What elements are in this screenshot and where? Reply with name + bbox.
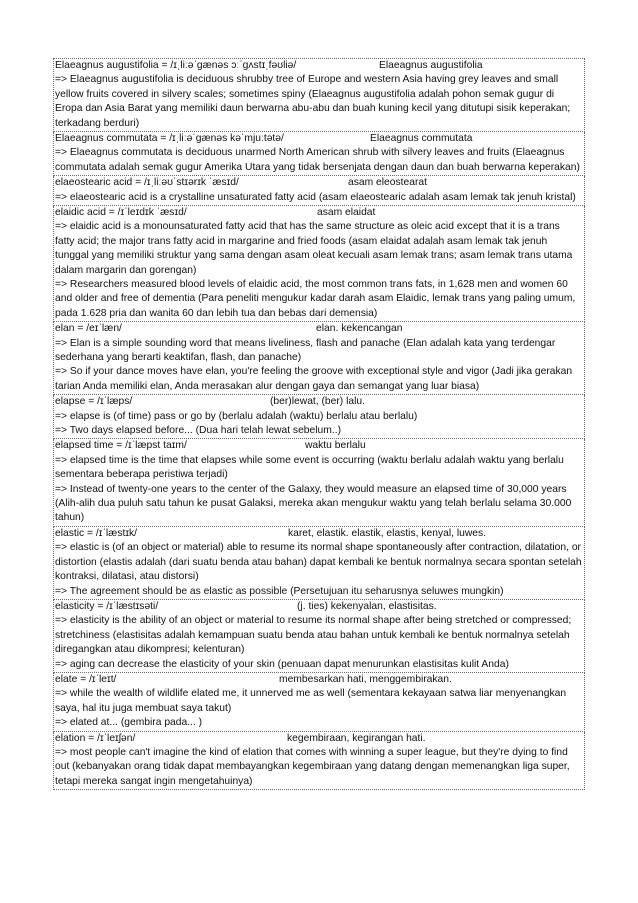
definition-text: => while the wealth of wildlife elated me, it unnerved me as well (sementara kekayaan satwa liar menyenangkan saya, hal itu juga membuat saya takut): [55, 688, 569, 714]
entry-header: [55, 132, 582, 146]
dictionary-entry: [53, 732, 585, 791]
definition-text: => elaeostearic acid is a crystalline unsaturated fatty acid (asam elaeostearic adalah asam lemak tak jenuh kristal): [55, 191, 576, 203]
headword-translation: elan. kekencangan: [316, 323, 403, 335]
headword-pronunciation: elastic = /ɪˈlæstɪk/: [55, 527, 138, 539]
headword-translation: waktu berlalu: [305, 440, 366, 452]
headword-translation: karet, elastik. elastik, elastis, kenyal, luwes.: [288, 527, 487, 539]
definition-text: => Elaeagnus commutata is deciduous unarmed North American shrub with silvery leaves and fruits (Elaeagnus commutata adalah semak gugur Amerika Utara yang tidak bersenjata dengan daun dan buah berwarna keperakan): [55, 147, 580, 173]
example-sentence: => Researchers measured blood levels of elaidic acid, the most common trans fats, in 1,628 men and women 60 and older and free of dementia (Para peneliti mengukur kadar darah asam Elaidic, lemak trans yang paling umum, pada 1.628 pria dan wanita 60 dan lebih tua dan bebas dari demensia): [55, 279, 579, 319]
entry-header: [55, 395, 582, 409]
dictionary-page: [53, 58, 585, 790]
entry-header: [55, 322, 582, 336]
dictionary-entry: [53, 132, 585, 176]
headword-translation: asam eleostearat: [348, 177, 427, 189]
dictionary-entry: [53, 439, 585, 526]
headword-pronunciation: elapsed time = /ɪˈlæpst taɪm/: [55, 440, 187, 452]
dictionary-entry: [53, 527, 585, 600]
entry-header: [55, 206, 582, 220]
headword-translation: Elaeagnus augustifolia: [379, 60, 483, 71]
dictionary-entry: [53, 58, 585, 132]
headword-pronunciation: elate = /ɪˈleɪt/: [55, 673, 117, 685]
entry-header: [55, 176, 582, 190]
definition-text: => elapse is (of time) pass or go by (berlalu adalah (waktu) berlalu atau berlalu): [55, 410, 418, 422]
headword-pronunciation: elaeostearic acid = /ɪˌliːəʊˈstɪərɪk ˈæsɪd/: [55, 177, 239, 189]
definition-text: => Elan is a simple sounding word that means liveliness, flash and panache (Elan adalah kata yang terdengar sederhana yang berarti keaktifan, flash, dan panache): [55, 337, 559, 364]
headword-pronunciation: elapse = /ɪˈlæps/: [55, 396, 133, 408]
entry-header: [55, 732, 582, 746]
dictionary-entry: [53, 673, 585, 732]
headword-pronunciation: Elaeagnus commutata = /ɪˌliːəˈɡænəs kəˈmjuːtətə/: [55, 133, 284, 145]
entry-header: [55, 59, 582, 73]
dictionary-entry: [53, 206, 585, 322]
headword-translation: Elaeagnus commutata: [370, 133, 473, 145]
entry-header: [55, 673, 582, 687]
example-sentence: => Two days elapsed before... (Dua hari telah lewat sebelum..): [55, 425, 341, 437]
headword-pronunciation: elasticity = /ɪˈlæstɪsəti/: [55, 600, 159, 612]
example-sentence: => aging can decrease the elasticity of your skin (penuaan dapat menurunkan elastisitas kulit Anda): [55, 658, 509, 670]
example-sentence: => The agreement should be as elastic as possible (Persetujuan itu seharusnya seluwes mungkin): [55, 585, 504, 597]
headword-translation: asam elaidat: [317, 207, 376, 219]
definition-text: => elastic is (of an object or material) able to resume its normal shape spontaneously after contraction, dilatation, or distortion (elastis adalah (dari suatu benda atau bahan) dapat kembali ke bentuk normalnya secara spontan setelah kontraksi, dilatasi, atau distorsi): [55, 542, 585, 583]
entry-header: [55, 600, 582, 614]
definition-text: => elasticity is the ability of an object or material to resume its normal shape after being stretched or compressed; stretchiness (elastisitas adalah kemampuan suatu benda atau bahan untuk kembali ke bentuk normalnya setelah diregangkan atau dikompresi; kelenturan): [55, 615, 575, 656]
headword-pronunciation: elaidic acid = /ɪˈleɪdɪk ˈæsɪd/: [55, 207, 187, 219]
headword-translation: (j. ties) kekenyalan, elastisitas.: [297, 600, 437, 612]
entry-header: [55, 527, 582, 541]
dictionary-entry: [53, 600, 585, 673]
definition-text: => most people can't imagine the kind of elation that comes with winning a super league, but they're dying to find out (kebanyakan orang tidak dapat membayangkan kegembiraan yang datang dengan memenangkan liga super, tetapi mereka sangat ingin mengetahuinya): [55, 746, 573, 787]
dictionary-entry: [53, 395, 585, 439]
example-sentence: => Instead of twenty-one years to the center of the Galaxy, they would measure an elapsed time of 30,000 years (Alih-alih dua puluh satu tahun ke pusat Galaksi, mereka akan mengukur waktu yang telah berlalu selama 30.000 tahun): [55, 483, 575, 524]
headword-pronunciation: elation = /ɪˈleɪʃən/: [55, 732, 136, 744]
headword-pronunciation: elan = /eɪˈlæn/: [55, 323, 122, 335]
example-sentence: => elated at... (gembira pada... ): [55, 717, 203, 729]
dictionary-entry: [53, 322, 585, 395]
headword-pronunciation: Elaeagnus augustifolia = /ɪˌliːəˈɡænəs ɔːˈɡʌstɪˌfəʊliə/: [55, 60, 297, 71]
definition-text: => Elaeagnus augustifolia is deciduous shrubby tree of Europe and western Asia having grey leaves and small yellow fruits covered in silvery scales; sometimes spiny (Elaeagnus augustifolia adalah pohon semak gugur di Eropa dan Asia Barat yang memiliki daun berwarna abu-abu dan buah kuning kecil yang ditutupi sisik keperakan; terkadang berduri): [55, 74, 574, 129]
headword-translation: kegembiraan, kegirangan hati.: [287, 732, 426, 744]
example-sentence: => So if your dance moves have elan, you're feeling the groove with exceptional style and vigor (Jadi jika gerakan tarian Anda memiliki elan, Anda merasakan alur dengan gaya dan semangat yang luar biasa): [55, 366, 575, 392]
definition-text: => elaidic acid is a monounsaturated fatty acid that has the same structure as oleic acid except that it is a trans fatty acid; the major trans fatty acid in margarine and fried foods (asam elaidat adalah asam lemak tak jenuh tunggal yang memiliki struktur yang sama dengan asam oleat kecuali asam lemak trans; asam lemak trans utama dalam margarin dan gorengan): [55, 221, 576, 276]
headword-translation: membesarkan hati, menggembirakan.: [279, 673, 452, 685]
definition-text: => elapsed time is the time that elapses while some event is occurring (waktu berlalu adalah waktu yang berlalu sementara beberapa peristiwa terjadi): [55, 454, 567, 481]
dictionary-entry: [53, 176, 585, 206]
headword-translation: (ber)lewat, (ber) lalu.: [270, 396, 365, 408]
entry-header: [55, 439, 582, 453]
